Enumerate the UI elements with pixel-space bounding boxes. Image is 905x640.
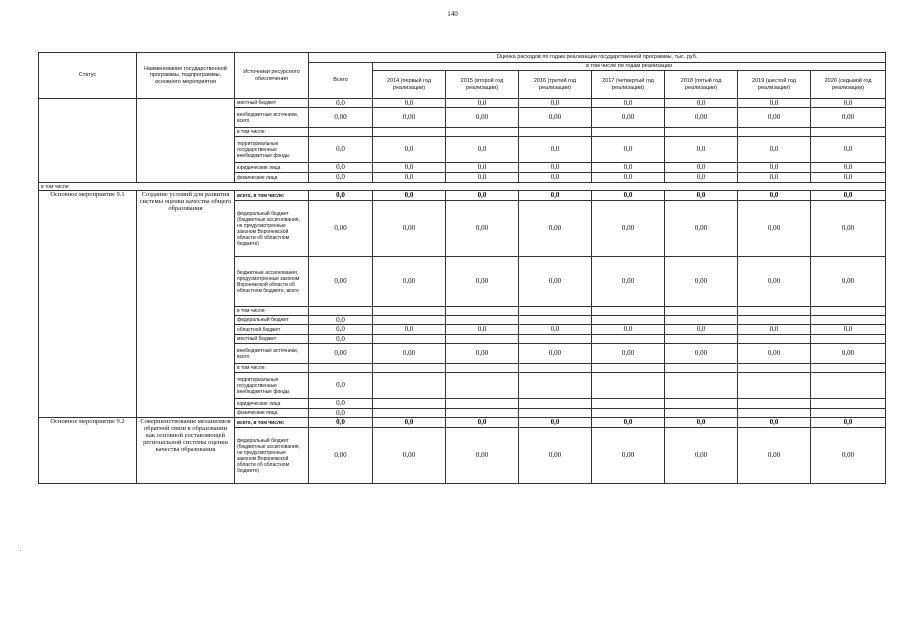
- header-year: 2018 (пятый год реализации): [665, 71, 738, 99]
- year-value-cell: [811, 409, 886, 418]
- year-value-cell: [592, 307, 665, 316]
- year-value-cell: [446, 128, 519, 137]
- year-value-cell: [738, 399, 811, 409]
- year-value-cell: [738, 307, 811, 316]
- year-value-cell: [811, 316, 886, 325]
- year-value-cell: 0,00: [592, 201, 665, 257]
- year-value-cell: [665, 373, 738, 399]
- year-value-cell: 0,0: [519, 163, 592, 173]
- year-value-cell: 0,0: [519, 418, 592, 428]
- total-cell: 0,0: [309, 316, 373, 325]
- year-value-cell: 0,0: [738, 99, 811, 108]
- year-value-cell: 0,0: [665, 418, 738, 428]
- header-incl-years: в том числе по годам реализации: [373, 63, 886, 71]
- year-value-cell: [519, 409, 592, 418]
- year-value-cell: 0,00: [665, 428, 738, 484]
- year-value-cell: 0,0: [446, 418, 519, 428]
- year-value-cell: 0,00: [811, 428, 886, 484]
- year-value-cell: 0,00: [592, 428, 665, 484]
- year-value-cell: 0,0: [665, 191, 738, 201]
- year-value-cell: [592, 399, 665, 409]
- year-value-cell: 0,0: [811, 99, 886, 108]
- year-value-cell: 0,0: [519, 191, 592, 201]
- year-value-cell: 0,0: [665, 163, 738, 173]
- year-value-cell: [446, 364, 519, 373]
- source-cell: территориальные государственные внебюджетные фонды: [235, 373, 309, 399]
- year-value-cell: [446, 399, 519, 409]
- year-value-cell: 0,00: [811, 201, 886, 257]
- year-value-cell: 0,0: [519, 137, 592, 163]
- year-value-cell: 0,00: [373, 428, 446, 484]
- source-cell: внебюджетные источники, всего: [235, 108, 309, 128]
- year-value-cell: 0,0: [592, 163, 665, 173]
- section-label: в том числе:: [39, 183, 886, 191]
- year-value-cell: 0,00: [665, 257, 738, 307]
- year-value-cell: [665, 307, 738, 316]
- year-value-cell: 0,0: [665, 99, 738, 108]
- header-estimate: Оценка расходов по годам реализации государственной программы, тыс. руб.: [309, 53, 886, 63]
- year-value-cell: [519, 316, 592, 325]
- source-cell: всего, в том числе:: [235, 191, 309, 201]
- year-value-cell: [519, 399, 592, 409]
- year-value-cell: 0,00: [446, 428, 519, 484]
- year-value-cell: 0,0: [446, 99, 519, 108]
- source-cell: федеральный бюджет: [235, 316, 309, 325]
- source-cell: федеральный бюджет (бюджетные ассигнования, не предусмотренные законом Воронежской области об областном бюджете): [235, 428, 309, 484]
- year-value-cell: [592, 316, 665, 325]
- year-value-cell: [665, 128, 738, 137]
- year-value-cell: [373, 316, 446, 325]
- total-cell: 0,0: [309, 418, 373, 428]
- year-value-cell: 0,0: [519, 99, 592, 108]
- source-cell: в том числе:: [235, 307, 309, 316]
- year-value-cell: [665, 335, 738, 344]
- total-cell: 0,0: [309, 373, 373, 399]
- total-cell: [309, 364, 373, 373]
- year-value-cell: 0,0: [811, 418, 886, 428]
- total-cell: 0,0: [309, 409, 373, 418]
- year-value-cell: 0,0: [446, 137, 519, 163]
- year-value-cell: 0,0: [738, 191, 811, 201]
- header-year: 2020 (седьмой год реализации): [811, 71, 886, 99]
- year-value-cell: 0,0: [373, 163, 446, 173]
- year-value-cell: [446, 316, 519, 325]
- header-year: 2016 (третий год реализации): [519, 71, 592, 99]
- year-value-cell: [665, 316, 738, 325]
- total-cell: [309, 128, 373, 137]
- total-cell: 0,0: [309, 173, 373, 183]
- source-cell: в том числе:: [235, 128, 309, 137]
- year-value-cell: [519, 307, 592, 316]
- year-value-cell: [519, 373, 592, 399]
- scan-speck: [20, 550, 21, 551]
- year-value-cell: 0,0: [665, 137, 738, 163]
- source-cell: местный бюджет: [235, 99, 309, 108]
- year-value-cell: [446, 307, 519, 316]
- year-value-cell: [811, 128, 886, 137]
- year-value-cell: [519, 364, 592, 373]
- total-cell: [309, 307, 373, 316]
- year-value-cell: [373, 128, 446, 137]
- year-value-cell: [811, 307, 886, 316]
- total-cell: 0,0: [309, 99, 373, 108]
- year-value-cell: [738, 335, 811, 344]
- year-value-cell: 0,0: [811, 191, 886, 201]
- year-value-cell: 0,0: [811, 325, 886, 335]
- source-cell: внебюджетные источники, всего: [235, 344, 309, 364]
- year-value-cell: 0,00: [519, 428, 592, 484]
- year-value-cell: [373, 373, 446, 399]
- year-value-cell: 0,0: [811, 163, 886, 173]
- year-value-cell: [811, 373, 886, 399]
- year-value-cell: 0,00: [373, 257, 446, 307]
- year-value-cell: [592, 128, 665, 137]
- total-cell: 0,0: [309, 137, 373, 163]
- year-value-cell: 0,00: [665, 344, 738, 364]
- year-value-cell: 0,0: [373, 191, 446, 201]
- status-cell: Основное мероприятие 9.1: [39, 191, 137, 418]
- header-total: Всего: [309, 63, 373, 99]
- year-value-cell: 0,0: [592, 173, 665, 183]
- year-value-cell: [811, 399, 886, 409]
- year-value-cell: 0,00: [519, 257, 592, 307]
- year-value-cell: 0,00: [446, 257, 519, 307]
- year-value-cell: 0,0: [446, 173, 519, 183]
- source-cell: областной бюджет: [235, 325, 309, 335]
- year-value-cell: 0,00: [811, 344, 886, 364]
- year-value-cell: 0,0: [592, 191, 665, 201]
- year-value-cell: 0,0: [373, 325, 446, 335]
- year-value-cell: 0,0: [738, 325, 811, 335]
- year-value-cell: 0,0: [373, 173, 446, 183]
- year-value-cell: 0,00: [373, 108, 446, 128]
- year-value-cell: 0,00: [592, 257, 665, 307]
- year-value-cell: [373, 307, 446, 316]
- table-row: [39, 418, 886, 428]
- total-cell: 0,0: [309, 335, 373, 344]
- year-value-cell: 0,0: [446, 325, 519, 335]
- year-value-cell: 0,0: [738, 137, 811, 163]
- year-value-cell: [373, 409, 446, 418]
- year-value-cell: [373, 364, 446, 373]
- year-value-cell: 0,00: [373, 344, 446, 364]
- year-value-cell: [592, 373, 665, 399]
- total-cell: 0,0: [309, 399, 373, 409]
- year-value-cell: [592, 409, 665, 418]
- total-cell: 0,00: [309, 108, 373, 128]
- year-value-cell: 0,00: [811, 257, 886, 307]
- year-value-cell: [592, 364, 665, 373]
- source-cell: физические лица: [235, 173, 309, 183]
- table-row: [39, 183, 886, 191]
- year-value-cell: [519, 128, 592, 137]
- year-value-cell: 0,00: [446, 344, 519, 364]
- year-value-cell: 0,0: [373, 418, 446, 428]
- source-cell: федеральный бюджет (бюджетные ассигнования, не предусмотренные законом Воронежской области об областном бюджете): [235, 201, 309, 257]
- year-value-cell: 0,00: [738, 428, 811, 484]
- year-value-cell: [373, 399, 446, 409]
- year-value-cell: 0,0: [592, 418, 665, 428]
- total-cell: 0,0: [309, 191, 373, 201]
- name-cell: [137, 99, 235, 183]
- year-value-cell: 0,0: [373, 137, 446, 163]
- total-cell: 0,00: [309, 344, 373, 364]
- status-cell: [39, 99, 137, 183]
- year-value-cell: 0,00: [592, 344, 665, 364]
- total-cell: 0,00: [309, 201, 373, 257]
- source-cell: бюджетные ассигнования, предусмотренные законом Воронежской области об областном бюджете, всего: [235, 257, 309, 307]
- year-value-cell: [738, 364, 811, 373]
- name-cell: Совершенствование механизмов обратной связи в образовании как основной составляющей региональной системы оценки качества образования: [137, 418, 235, 484]
- year-value-cell: [811, 364, 886, 373]
- source-cell: физические лица: [235, 409, 309, 418]
- year-value-cell: [373, 335, 446, 344]
- year-value-cell: 0,00: [665, 108, 738, 128]
- status-cell: Основное мероприятие 9.2: [39, 418, 137, 484]
- year-value-cell: 0,0: [811, 173, 886, 183]
- year-value-cell: 0,00: [665, 201, 738, 257]
- name-cell: Создание условий для развития системы оценки качества общего образования: [137, 191, 235, 418]
- year-value-cell: 0,0: [446, 163, 519, 173]
- year-value-cell: [592, 335, 665, 344]
- year-value-cell: 0,0: [811, 137, 886, 163]
- year-value-cell: 0,00: [446, 201, 519, 257]
- total-cell: 0,0: [309, 163, 373, 173]
- header-name: Наименование государственной программы, подпрограммы, основного мероприятия: [137, 53, 235, 99]
- total-cell: 0,00: [309, 257, 373, 307]
- year-value-cell: 0,0: [738, 163, 811, 173]
- year-value-cell: [738, 409, 811, 418]
- source-cell: в том числе:: [235, 364, 309, 373]
- year-value-cell: 0,00: [592, 108, 665, 128]
- year-value-cell: [446, 335, 519, 344]
- total-cell: 0,0: [309, 325, 373, 335]
- header-year: 2019 (шестой год реализации): [738, 71, 811, 99]
- year-value-cell: [738, 128, 811, 137]
- year-value-cell: 0,0: [665, 325, 738, 335]
- header-source: Источники ресурсного обеспечения: [235, 53, 309, 99]
- total-cell: 0,00: [309, 428, 373, 484]
- year-value-cell: 0,0: [592, 99, 665, 108]
- header-year: 2015 (второй год реализации): [446, 71, 519, 99]
- header-status: Статус: [39, 53, 137, 99]
- table-row: [39, 99, 886, 108]
- year-value-cell: 0,0: [738, 173, 811, 183]
- year-value-cell: 0,00: [738, 257, 811, 307]
- year-value-cell: 0,0: [446, 191, 519, 201]
- year-value-cell: 0,0: [592, 325, 665, 335]
- year-value-cell: 0,0: [738, 418, 811, 428]
- year-value-cell: [811, 335, 886, 344]
- year-value-cell: [519, 335, 592, 344]
- year-value-cell: [446, 409, 519, 418]
- year-value-cell: 0,0: [373, 99, 446, 108]
- year-value-cell: 0,0: [519, 325, 592, 335]
- source-cell: юридические лица: [235, 163, 309, 173]
- year-value-cell: 0,00: [519, 344, 592, 364]
- year-value-cell: [738, 316, 811, 325]
- year-value-cell: 0,0: [592, 137, 665, 163]
- source-cell: юридические лица: [235, 399, 309, 409]
- year-value-cell: 0,00: [519, 201, 592, 257]
- year-value-cell: 0,00: [446, 108, 519, 128]
- year-value-cell: [665, 399, 738, 409]
- header-year: 2014 (первый год реализации): [373, 71, 446, 99]
- source-cell: территориальные государственные внебюджетные фонды: [235, 137, 309, 163]
- page-number: 140: [447, 10, 458, 18]
- source-cell: местный бюджет: [235, 335, 309, 344]
- year-value-cell: 0,00: [738, 201, 811, 257]
- year-value-cell: 0,00: [519, 108, 592, 128]
- year-value-cell: [665, 364, 738, 373]
- header-year: 2017 (четвертый год реализации): [592, 71, 665, 99]
- year-value-cell: [665, 409, 738, 418]
- year-value-cell: 0,00: [738, 344, 811, 364]
- year-value-cell: [446, 373, 519, 399]
- table-row: [39, 191, 886, 201]
- year-value-cell: 0,0: [519, 173, 592, 183]
- year-value-cell: 0,0: [665, 173, 738, 183]
- year-value-cell: [738, 373, 811, 399]
- year-value-cell: 0,00: [373, 201, 446, 257]
- year-value-cell: 0,00: [811, 108, 886, 128]
- source-cell: всего, в том числе:: [235, 418, 309, 428]
- budget-table: [38, 52, 886, 484]
- year-value-cell: 0,00: [738, 108, 811, 128]
